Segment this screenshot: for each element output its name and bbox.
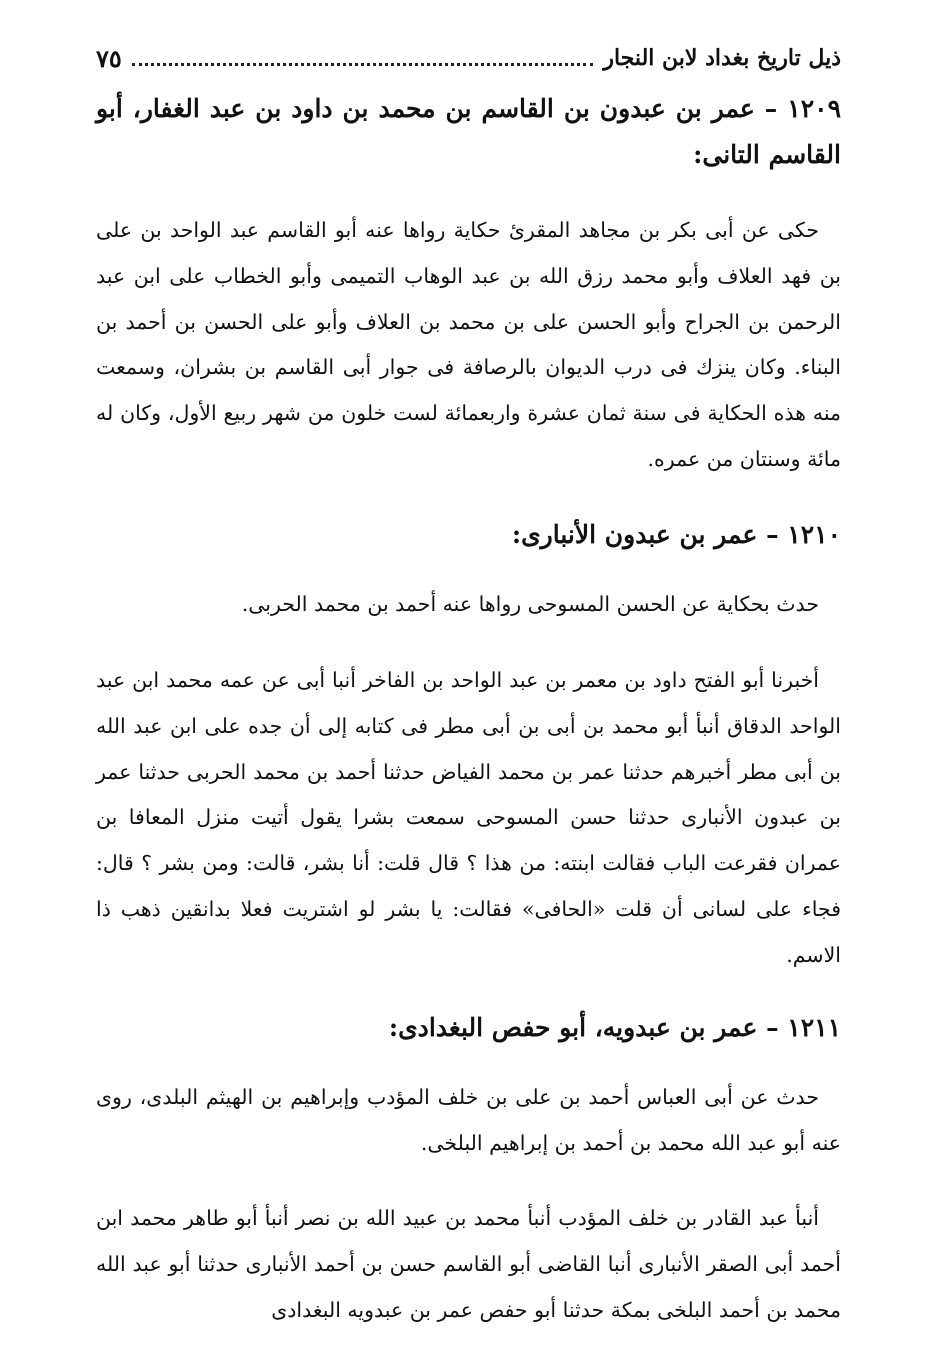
entry-1210-body-1 — [96, 582, 841, 628]
paragraph: حكى عن أبى بكر بن مجاهد المقرئ حكاية رواها عنه أبو القاسم عبد الواحد بن على بن فهد العلاف وأبو محمد رزق الله بن عبد الوهاب التميمى وأبو الخطاب على ابن عبد الرحمن بن الجراح وأبو الحسن على بن محمد بن العلاف وأبو على الحسن بن أحمد بن البناء. وكان ينزك فى درب الديوان بالرصافة فى جوار أبى القاسم بن بشران، وسمعت منه هذه الحكاية فى سنة ثمان عشرة واربعمائة لست خلون من شهر ربيع الأول، وكان له مائة وسنتان من عمره. — [96, 218, 841, 471]
entry-title: ١٢١٠ – عمر بن عبدون الأنبارى: — [511, 520, 841, 549]
entry-1210-title-block — [96, 512, 841, 558]
running-head — [96, 38, 841, 78]
running-title: ذيل تاريخ بغداد لابن النجار — [603, 45, 841, 71]
paragraph: أنبأ عبد القادر بن خلف المؤدب أنبأ محمد بن عبيد الله بن نصر أنبأ أبو طاهر محمد ابن أحمد أبى الصقر الأنبارى أنبا القاضى أبو القاسم حسن بن أحمد الأنبارى حدثنا أبو عبد الله محمد بن أحمد البلخى بمكة حدثنا أبو حفص عمر بن عبدويه البغدادى — [96, 1206, 841, 1322]
entry-1211-title-block — [96, 1005, 841, 1051]
page-number: ٧٥ — [96, 43, 122, 73]
entry-title: ١٢٠٩ – عمر بن عبدون بن القاسم بن محمد بن داود بن عبد الغفار، أبو القاسم التانى: — [96, 94, 841, 169]
entry-1209-title-block — [96, 86, 841, 178]
paragraph: حدث عن أبى العباس أحمد بن على بن خلف المؤدب وإبراهيم بن الهيثم البلدى، روى عنه أبو عبد الله محمد بن أحمد بن إبراهيم البلخى. — [96, 1085, 841, 1155]
paragraph: أخبرنا أبو الفتح داود بن معمر بن عبد الواحد بن الفاخر أنبا أبى عن عمه محمد ابن عبد الواحد الدقاق أنبأ أبو محمد بن أبى بن أبى مطر فى كتابه إلى أن جده على ابن عبد الله بن أبى مطر أخبرهم حدثنا عمر بن محمد الفياض حدثنا أحمد بن محمد الحربى حدثنا عمر بن عبدون الأنبارى حدثنا حسن المسوحى سمعت بشرا يقول أتيت منزل المعافا بن عمران فقرعت الباب فقالت ابنته: من هذا ؟ قال قلت: أنا بشر، قالت: ومن بشر ؟ قال: فجاء على لسانى أن قلت «الحافى» فقالت: يا بشر لو اشتريت فعلا بدانقين ذهب ذا الاسم. — [96, 668, 841, 967]
entry-1211-body-1 — [96, 1075, 841, 1167]
paragraph: حدث بحكاية عن الحسن المسوحى رواها عنه أحمد بن محمد الحربى. — [241, 592, 819, 616]
entry-1209-body — [96, 208, 841, 483]
entry-1211-body-2 — [96, 1196, 841, 1333]
leader-dots — [132, 51, 594, 66]
entry-title: ١٢١١ – عمر بن عبدويه، أبو حفص البغدادى: — [388, 1013, 841, 1042]
entry-1210-body-2 — [96, 658, 841, 979]
